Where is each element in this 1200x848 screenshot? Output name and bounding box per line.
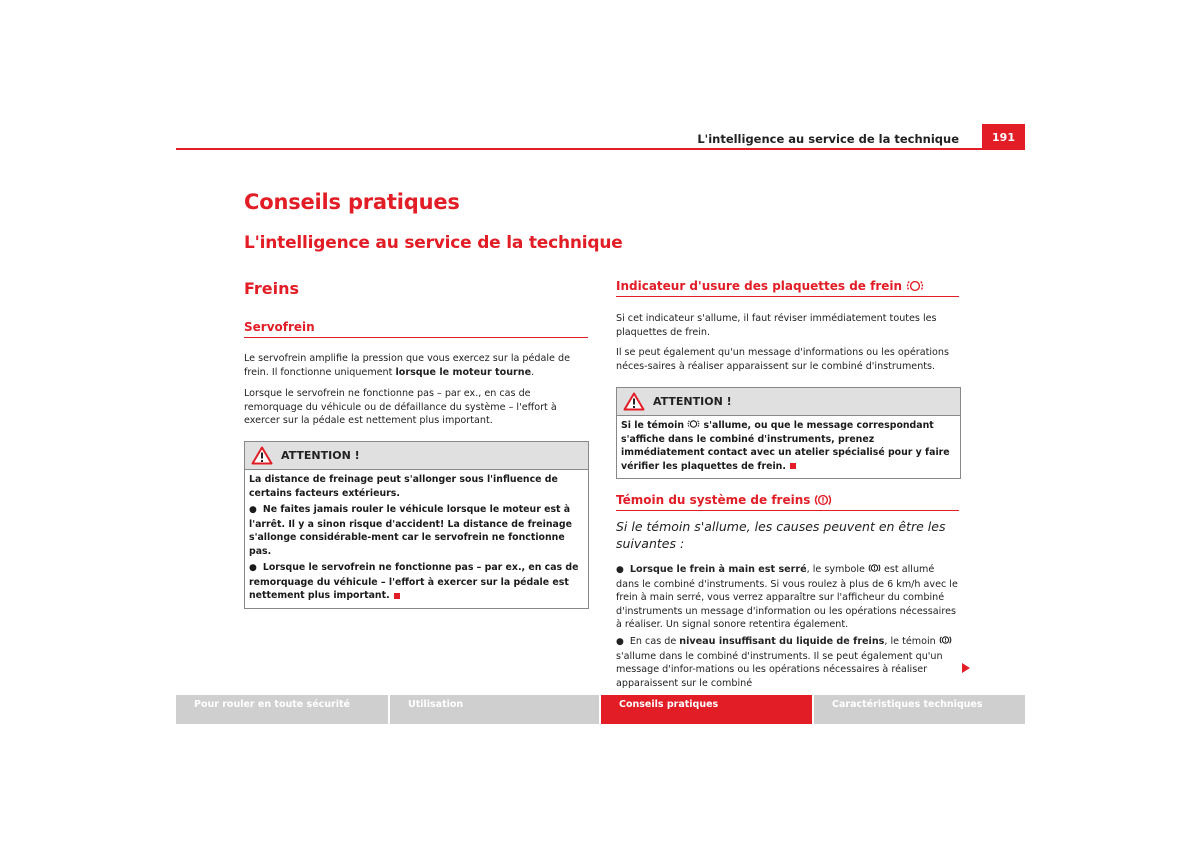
- running-title: L'intelligence au service de la technique: [697, 132, 959, 146]
- brake-system-icon: [868, 563, 881, 573]
- bullet-1-text-b: est allumé dans le combiné d'instruments. Si vous roulez à plus de 6 km/h avec le frein à main serré, vous verrez apparaître sur l'afficheur du combiné d'instruments un message d'information ou les opérations nécessaires à réaliser. Un signal sonore retentira également.: [616, 564, 958, 630]
- tab-utilisation[interactable]: Utilisation: [390, 695, 599, 724]
- brake-pad-paragraph-1: Si cet indicateur s'allume, il faut réviser immédiatement toutes les plaquettes de frein.: [616, 313, 937, 338]
- section-title: L'intelligence au service de la technique: [244, 233, 623, 253]
- servofrein-paragraph-2: Lorsque le servofrein ne fonctionne pas – par ex., en cas de remorquage du véhicule ou de défaillance du système – l'effort à exercer sur la pédale est nettement plus important.: [244, 388, 557, 426]
- bullet-2-bold: niveau insuffisant du liquide de freins: [679, 636, 885, 647]
- warning-label: ATTENTION !: [653, 395, 732, 408]
- brake-system-icon: [939, 635, 952, 645]
- continue-arrow-icon: [961, 662, 971, 674]
- bullet-2-text-b: , le témoin: [884, 636, 936, 647]
- warning-header: [617, 388, 960, 416]
- brake-pad-icon: [687, 419, 700, 429]
- servofrein-p1-bold: lorsque le moteur tourne: [395, 366, 532, 378]
- brake-pad-icon: [906, 279, 924, 293]
- warning-triangle-icon: [251, 446, 273, 465]
- bullet-icon: ●: [249, 563, 257, 573]
- servofrein-heading-label: Servofrein: [244, 320, 315, 334]
- brake-pad-warning-box: [616, 387, 961, 479]
- tab-pour-rouler-en-toute-securite[interactable]: Pour rouler en toute sécurité: [176, 695, 388, 724]
- servofrein-heading: [244, 320, 588, 338]
- page-number: 191: [982, 124, 1025, 150]
- tab-caracteristiques-techniques[interactable]: Caractéristiques techniques: [814, 695, 1025, 724]
- warning-body: [617, 416, 960, 478]
- end-marker-icon: [394, 593, 400, 599]
- brake-system-label: Témoin du système de freins: [616, 493, 811, 507]
- warning-header: [245, 442, 588, 470]
- brake-pad-indicator-heading: [616, 279, 959, 297]
- servofrein-warning-box: [244, 441, 589, 609]
- bullet-icon: ●: [249, 505, 257, 515]
- chapter-title: Conseils pratiques: [244, 190, 460, 214]
- servofrein-p1-text: Le servofrein amplifie la pression que vous exercez sur la pédale de frein. Il fonctionne uniquement: [244, 353, 570, 378]
- brake-system-icon: [814, 493, 832, 507]
- bullet-1-bold: Lorsque le frein à main est serré: [629, 564, 807, 575]
- warning-bullet-1-text: Ne faites jamais rouler le véhicule lorsque le moteur est à l'arrêt. Il y a sinon risque d'accident! La distance de freinage s'allonge considérable-ment car le servofrein ne fonctionne pas.: [249, 504, 572, 557]
- header-rule: [176, 148, 1025, 150]
- brake-system-heading: [616, 493, 959, 511]
- subsection-title: Freins: [244, 279, 300, 298]
- warning-text-rest: s'allume, ou que le message correspondant s'affiche dans le combiné d'instruments, prenez immédiatement contact avec un atelier spécialisé pour y faire vérifier les plaquettes de frein.: [621, 420, 950, 472]
- bullet-icon: ●: [616, 565, 624, 575]
- bullet-2-text-a: En cas de: [629, 636, 680, 647]
- warning-bullet-2-text: Lorsque le servofrein ne fonctionne pas – par ex., en cas de remorquage du véhicule – l'effort à exercer sur la pédale est nettement plus important.: [249, 562, 579, 601]
- bullet-1-text-a: , le symbole: [806, 564, 865, 575]
- brake-system-intro: Si le témoin s'allume, les causes peuvent en être les suivantes :: [616, 519, 946, 551]
- warning-label: ATTENTION !: [281, 449, 360, 462]
- servofrein-paragraph-1: [244, 352, 588, 379]
- brake-system-bullet-1: [616, 563, 960, 632]
- warning-body: [245, 470, 588, 608]
- warning-triangle-icon: [623, 392, 645, 411]
- bullet-2-text-c: s'allume dans le combiné d'instruments. Il se peut également qu'un message d'infor-mations ou les opérations nécessaires à réaliser apparaissent sur le combiné: [616, 650, 943, 689]
- brake-pad-paragraph-2: Il se peut également qu'un message d'informations ou les opérations néces-saires à réaliser apparaissent sur le combiné d'instruments.: [616, 347, 949, 372]
- end-marker-icon: [790, 463, 796, 469]
- warning-bullet-2: [249, 561, 584, 603]
- brake-system-bullet-2: [616, 635, 960, 690]
- brake-pad-indicator-label: Indicateur d'usure des plaquettes de frein: [616, 279, 903, 293]
- servofrein-p1-end: .: [531, 366, 535, 378]
- bullet-icon: ●: [616, 637, 624, 647]
- warning-text-1: La distance de freinage peut s'allonger sous l'influence de certains facteurs extérieurs.: [249, 474, 558, 499]
- tab-conseils-pratiques[interactable]: Conseils pratiques: [601, 695, 812, 724]
- warning-text-start: Si le témoin: [621, 420, 685, 431]
- warning-bullet-1: [249, 503, 584, 558]
